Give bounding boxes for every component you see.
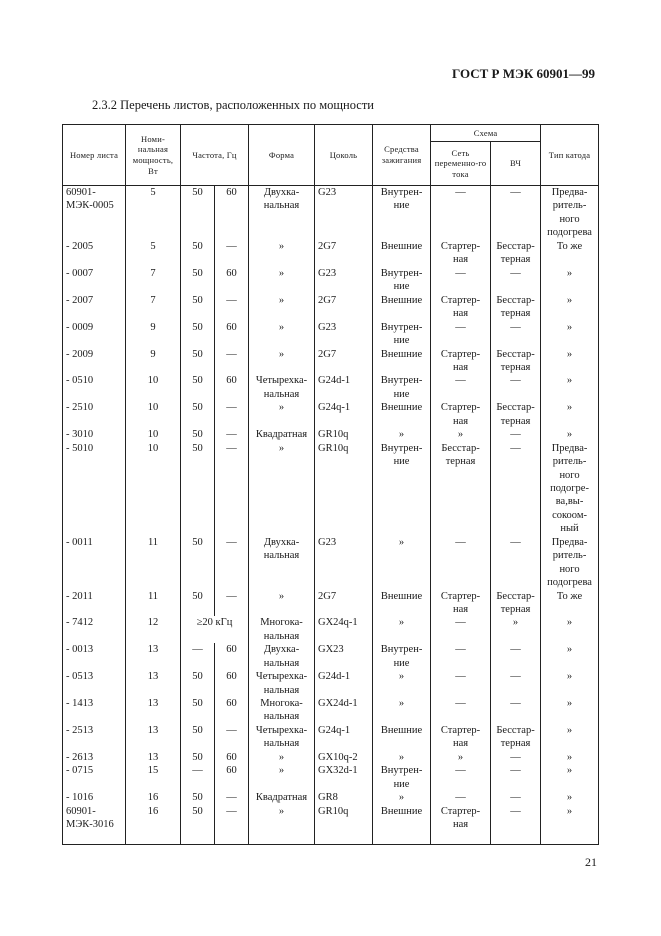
cell-power: 13 bbox=[126, 724, 181, 751]
cell-scheme-hf: — bbox=[491, 643, 541, 670]
header-ignition: Средства зажигания bbox=[373, 125, 431, 186]
cell-ignition: Внутрен-ние bbox=[373, 321, 431, 348]
cell-base: GX24d-1 bbox=[315, 697, 373, 724]
cell-base: 2G7 bbox=[315, 240, 373, 267]
cell-ignition: Внешние bbox=[373, 805, 431, 845]
cell-frequency-50: ≥20 кГц bbox=[181, 616, 249, 643]
cell-cathode: » bbox=[541, 267, 599, 294]
cell-scheme-hf: — bbox=[491, 764, 541, 791]
cell-ignition: Внутрен-ние bbox=[373, 442, 431, 536]
cell-frequency-50: 50 bbox=[181, 724, 215, 751]
cell-scheme-hf: — bbox=[491, 697, 541, 724]
cell-number: - 0715 bbox=[63, 764, 126, 791]
cell-scheme-net: — bbox=[431, 791, 491, 804]
cell-frequency-50: 50 bbox=[181, 186, 215, 240]
table-row bbox=[63, 805, 599, 845]
table-row bbox=[63, 616, 599, 643]
cell-frequency-60: 60 bbox=[215, 751, 249, 764]
cell-form: » bbox=[249, 294, 315, 321]
cell-cathode: » bbox=[541, 670, 599, 697]
header-scheme-net: Сеть переменно-го тока bbox=[431, 142, 491, 186]
document-header: ГОСТ Р МЭК 60901—99 bbox=[452, 66, 595, 81]
cell-ignition: » bbox=[373, 428, 431, 441]
table-header bbox=[63, 125, 599, 186]
cell-ignition: » bbox=[373, 791, 431, 804]
cell-frequency-60: 60 bbox=[215, 374, 249, 401]
cell-base: 2G7 bbox=[315, 294, 373, 321]
cell-number: - 1413 bbox=[63, 697, 126, 724]
cell-number: - 0013 bbox=[63, 643, 126, 670]
cell-number: 60901-МЭК-0005 bbox=[63, 186, 126, 240]
cell-frequency-50: 50 bbox=[181, 374, 215, 401]
cell-ignition: Внутрен-ние bbox=[373, 643, 431, 670]
cell-base: GX10q-2 bbox=[315, 751, 373, 764]
cell-frequency-60: — bbox=[215, 401, 249, 428]
cell-form: » bbox=[249, 442, 315, 536]
cell-scheme-net: Стартер-ная bbox=[431, 724, 491, 751]
cell-form: » bbox=[249, 805, 315, 845]
table-row bbox=[63, 321, 599, 348]
cell-power: 13 bbox=[126, 643, 181, 670]
cell-frequency-60: — bbox=[215, 791, 249, 804]
cell-scheme-hf: — bbox=[491, 428, 541, 441]
cell-cathode: » bbox=[541, 348, 599, 375]
cell-base: 2G7 bbox=[315, 590, 373, 617]
cell-number: - 2005 bbox=[63, 240, 126, 267]
cell-power: 7 bbox=[126, 294, 181, 321]
cell-ignition: » bbox=[373, 670, 431, 697]
cell-number: 60901-МЭК-3016 bbox=[63, 805, 126, 845]
cell-base: G23 bbox=[315, 186, 373, 240]
table-row bbox=[63, 764, 599, 791]
cell-power: 5 bbox=[126, 186, 181, 240]
cell-frequency-50: 50 bbox=[181, 791, 215, 804]
cell-frequency-60: — bbox=[215, 442, 249, 536]
cell-cathode: » bbox=[541, 764, 599, 791]
cell-number: - 0011 bbox=[63, 536, 126, 590]
cell-frequency-60: — bbox=[215, 724, 249, 751]
cell-cathode: » bbox=[541, 401, 599, 428]
cell-frequency-60: — bbox=[215, 240, 249, 267]
cell-form: » bbox=[249, 751, 315, 764]
cell-number: - 7412 bbox=[63, 616, 126, 643]
cell-frequency-60: 60 bbox=[215, 186, 249, 240]
cell-scheme-hf: Бесстар-терная bbox=[491, 590, 541, 617]
cell-frequency-50: 50 bbox=[181, 348, 215, 375]
cell-form: Двухка-нальная bbox=[249, 536, 315, 590]
cell-scheme-net: — bbox=[431, 643, 491, 670]
table-row bbox=[63, 590, 599, 617]
cell-form: Четырехка-нальная bbox=[249, 670, 315, 697]
cell-ignition: Внешние bbox=[373, 240, 431, 267]
cell-frequency-60: — bbox=[215, 348, 249, 375]
cell-form: » bbox=[249, 267, 315, 294]
cell-power: 16 bbox=[126, 805, 181, 845]
cell-frequency-50: 50 bbox=[181, 442, 215, 536]
cell-number: - 1016 bbox=[63, 791, 126, 804]
cell-frequency-50: 50 bbox=[181, 240, 215, 267]
cell-power: 16 bbox=[126, 791, 181, 804]
cell-ignition: » bbox=[373, 536, 431, 590]
cell-scheme-net: Стартер-ная bbox=[431, 805, 491, 845]
cell-form: » bbox=[249, 321, 315, 348]
cell-ignition: » bbox=[373, 751, 431, 764]
cell-base: G24q-1 bbox=[315, 724, 373, 751]
cell-scheme-hf: — bbox=[491, 267, 541, 294]
cell-power: 9 bbox=[126, 321, 181, 348]
cell-cathode: То же bbox=[541, 240, 599, 267]
cell-scheme-hf: Бесстар-терная bbox=[491, 401, 541, 428]
cell-form: Четырехка-нальная bbox=[249, 374, 315, 401]
cell-cathode: » bbox=[541, 751, 599, 764]
cell-number: - 0510 bbox=[63, 374, 126, 401]
cell-frequency-60: 60 bbox=[215, 643, 249, 670]
cell-scheme-net: Бесстар-терная bbox=[431, 442, 491, 536]
cell-power: 10 bbox=[126, 428, 181, 441]
cell-scheme-net: — bbox=[431, 186, 491, 240]
cell-base: GX24q-1 bbox=[315, 616, 373, 643]
table-body bbox=[63, 186, 599, 845]
table-row bbox=[63, 724, 599, 751]
cell-base: GX32d-1 bbox=[315, 764, 373, 791]
cell-form: » bbox=[249, 590, 315, 617]
cell-ignition: Внешние bbox=[373, 401, 431, 428]
cell-frequency-60: — bbox=[215, 428, 249, 441]
cell-frequency-50: 50 bbox=[181, 670, 215, 697]
cell-cathode: » bbox=[541, 791, 599, 804]
cell-frequency-50: 50 bbox=[181, 294, 215, 321]
header-power: Номи-нальная мощность, Вт bbox=[126, 125, 181, 186]
cell-number: - 2613 bbox=[63, 751, 126, 764]
cell-frequency-50: 50 bbox=[181, 751, 215, 764]
cell-cathode: Предва-ритель-ного подогрева bbox=[541, 186, 599, 240]
cell-number: - 2007 bbox=[63, 294, 126, 321]
header-cathode: Тип катода bbox=[541, 125, 599, 186]
cell-scheme-net: — bbox=[431, 374, 491, 401]
cell-power: 11 bbox=[126, 536, 181, 590]
cell-frequency-50: 50 bbox=[181, 805, 215, 845]
cell-scheme-hf: » bbox=[491, 616, 541, 643]
cell-base: G23 bbox=[315, 536, 373, 590]
cell-base: GX23 bbox=[315, 643, 373, 670]
cell-base: G23 bbox=[315, 267, 373, 294]
cell-base: G24q-1 bbox=[315, 401, 373, 428]
cell-frequency-60: 60 bbox=[215, 321, 249, 348]
cell-frequency-50: 50 bbox=[181, 428, 215, 441]
cell-ignition: Внутрен-ние bbox=[373, 186, 431, 240]
cell-form: Четырехка-нальная bbox=[249, 724, 315, 751]
cell-scheme-net: Стартер-ная bbox=[431, 348, 491, 375]
table-row bbox=[63, 670, 599, 697]
cell-cathode: » bbox=[541, 428, 599, 441]
page-number: 21 bbox=[585, 855, 597, 869]
cell-frequency-60: 60 bbox=[215, 670, 249, 697]
cell-power: 11 bbox=[126, 590, 181, 617]
cell-ignition: Внутрен-ние bbox=[373, 267, 431, 294]
cell-power: 15 bbox=[126, 764, 181, 791]
cell-scheme-net: — bbox=[431, 267, 491, 294]
cell-power: 7 bbox=[126, 267, 181, 294]
header-scheme: Схема bbox=[431, 125, 541, 142]
cell-scheme-net: » bbox=[431, 751, 491, 764]
cell-frequency-60: — bbox=[215, 805, 249, 845]
cell-cathode: » bbox=[541, 321, 599, 348]
cell-form: Квадратная bbox=[249, 791, 315, 804]
cell-frequency-50: 50 bbox=[181, 267, 215, 294]
cell-scheme-hf: — bbox=[491, 374, 541, 401]
table-row bbox=[63, 374, 599, 401]
table-row bbox=[63, 267, 599, 294]
cell-ignition: Внешние bbox=[373, 590, 431, 617]
cell-number: - 0513 bbox=[63, 670, 126, 697]
cell-power: 10 bbox=[126, 374, 181, 401]
cell-scheme-hf: — bbox=[491, 536, 541, 590]
cell-base: GR10q bbox=[315, 442, 373, 536]
cell-form: Двухка-нальная bbox=[249, 643, 315, 670]
cell-scheme-net: Стартер-ная bbox=[431, 240, 491, 267]
cell-cathode: » bbox=[541, 643, 599, 670]
cell-number: - 0007 bbox=[63, 267, 126, 294]
cell-frequency-50: 50 bbox=[181, 590, 215, 617]
cell-form: » bbox=[249, 401, 315, 428]
cell-cathode: То же bbox=[541, 590, 599, 617]
cell-scheme-hf: — bbox=[491, 791, 541, 804]
cell-power: 5 bbox=[126, 240, 181, 267]
cell-frequency-50: — bbox=[181, 764, 215, 791]
cell-frequency-50: 50 bbox=[181, 321, 215, 348]
cell-base: 2G7 bbox=[315, 348, 373, 375]
cell-scheme-net: — bbox=[431, 321, 491, 348]
cell-base: G24d-1 bbox=[315, 374, 373, 401]
cell-form: Квадратная bbox=[249, 428, 315, 441]
cell-base: GR8 bbox=[315, 791, 373, 804]
cell-base: GR10q bbox=[315, 428, 373, 441]
cell-scheme-net: — bbox=[431, 697, 491, 724]
header-base: Цоколь bbox=[315, 125, 373, 186]
cell-number: - 2011 bbox=[63, 590, 126, 617]
cell-ignition: » bbox=[373, 616, 431, 643]
header-form: Форма bbox=[249, 125, 315, 186]
section-title: 2.3.2 Перечень листов, расположенных по мощности bbox=[92, 98, 374, 112]
cell-frequency-60: — bbox=[215, 536, 249, 590]
cell-form: » bbox=[249, 240, 315, 267]
table-row bbox=[63, 643, 599, 670]
cell-power: 13 bbox=[126, 751, 181, 764]
cell-frequency-50: 50 bbox=[181, 697, 215, 724]
table-row bbox=[63, 348, 599, 375]
cell-number: - 2009 bbox=[63, 348, 126, 375]
cell-frequency-60: — bbox=[215, 294, 249, 321]
cell-cathode: » bbox=[541, 616, 599, 643]
table-row bbox=[63, 428, 599, 441]
sheets-table bbox=[62, 124, 599, 845]
cell-number: - 2510 bbox=[63, 401, 126, 428]
cell-base: G23 bbox=[315, 321, 373, 348]
cell-frequency-50: 50 bbox=[181, 536, 215, 590]
table-row bbox=[63, 751, 599, 764]
cell-scheme-net: — bbox=[431, 536, 491, 590]
cell-scheme-net: Стартер-ная bbox=[431, 590, 491, 617]
header-number: Номер листа bbox=[63, 125, 126, 186]
cell-scheme-hf: — bbox=[491, 805, 541, 845]
cell-cathode: » bbox=[541, 805, 599, 845]
cell-power: 10 bbox=[126, 442, 181, 536]
cell-frequency-60: — bbox=[215, 590, 249, 617]
cell-scheme-hf: — bbox=[491, 442, 541, 536]
cell-form: » bbox=[249, 764, 315, 791]
table-row bbox=[63, 186, 599, 240]
cell-power: 10 bbox=[126, 401, 181, 428]
cell-scheme-hf: — bbox=[491, 670, 541, 697]
cell-cathode: Предва-ритель-ного подогрева bbox=[541, 536, 599, 590]
cell-cathode: » bbox=[541, 374, 599, 401]
cell-form: » bbox=[249, 348, 315, 375]
cell-scheme-net: Стартер-ная bbox=[431, 294, 491, 321]
cell-frequency-60: 60 bbox=[215, 697, 249, 724]
cell-scheme-hf: Бесстар-терная bbox=[491, 240, 541, 267]
cell-scheme-net: Стартер-ная bbox=[431, 401, 491, 428]
cell-scheme-hf: — bbox=[491, 321, 541, 348]
cell-scheme-hf: Бесстар-терная bbox=[491, 348, 541, 375]
cell-cathode: » bbox=[541, 724, 599, 751]
cell-form: Многока-нальная bbox=[249, 697, 315, 724]
cell-cathode: Предва-ритель-ного подогре-ва,вы-сокоом-ный bbox=[541, 442, 599, 536]
cell-ignition: » bbox=[373, 697, 431, 724]
cell-base: GR10q bbox=[315, 805, 373, 845]
cell-scheme-hf: Бесстар-терная bbox=[491, 724, 541, 751]
cell-form: Многока-нальная bbox=[249, 616, 315, 643]
cell-number: - 0009 bbox=[63, 321, 126, 348]
cell-cathode: » bbox=[541, 294, 599, 321]
cell-ignition: Внешние bbox=[373, 294, 431, 321]
cell-scheme-hf: — bbox=[491, 186, 541, 240]
cell-ignition: Внутрен-ние bbox=[373, 764, 431, 791]
table-row bbox=[63, 791, 599, 804]
cell-frequency-60: 60 bbox=[215, 267, 249, 294]
cell-frequency-50: — bbox=[181, 643, 215, 670]
cell-scheme-net: — bbox=[431, 670, 491, 697]
cell-number: - 2513 bbox=[63, 724, 126, 751]
table-row bbox=[63, 294, 599, 321]
cell-scheme-hf: — bbox=[491, 751, 541, 764]
cell-form: Двухка-нальная bbox=[249, 186, 315, 240]
header-scheme-hf: ВЧ bbox=[491, 142, 541, 186]
cell-scheme-net: — bbox=[431, 616, 491, 643]
cell-power: 12 bbox=[126, 616, 181, 643]
cell-number: - 5010 bbox=[63, 442, 126, 536]
table-row bbox=[63, 697, 599, 724]
table-row bbox=[63, 401, 599, 428]
cell-ignition: Внешние bbox=[373, 724, 431, 751]
cell-power: 9 bbox=[126, 348, 181, 375]
table-row bbox=[63, 240, 599, 267]
cell-ignition: Внешние bbox=[373, 348, 431, 375]
table-row bbox=[63, 442, 599, 536]
header-frequency: Частота, Гц bbox=[181, 125, 249, 186]
cell-power: 13 bbox=[126, 670, 181, 697]
cell-cathode: » bbox=[541, 697, 599, 724]
cell-frequency-50: 50 bbox=[181, 401, 215, 428]
cell-ignition: Внутрен-ние bbox=[373, 374, 431, 401]
table-row bbox=[63, 536, 599, 590]
cell-frequency-60: 60 bbox=[215, 764, 249, 791]
cell-power: 13 bbox=[126, 697, 181, 724]
cell-scheme-net: — bbox=[431, 764, 491, 791]
cell-scheme-net: » bbox=[431, 428, 491, 441]
cell-base: G24d-1 bbox=[315, 670, 373, 697]
cell-scheme-hf: Бесстар-терная bbox=[491, 294, 541, 321]
cell-number: - 3010 bbox=[63, 428, 126, 441]
